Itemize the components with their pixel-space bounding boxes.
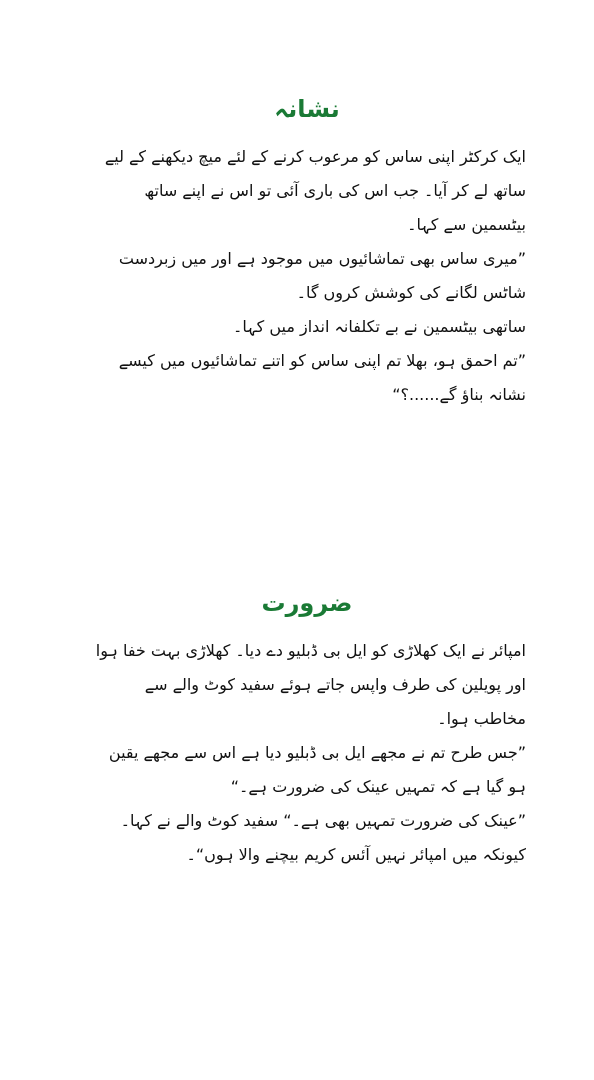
story-nishana [88,92,526,412]
story-title: نشانہ [274,95,340,123]
story-paragraph: ایک کرکٹر اپنی ساس کو مرعوب کرنے کے لئے میچ دیکھنے کے لیے ساتھ لے کر آیا۔ جب اس کی باری آئی تو اس نے اپنے ساتھ بیٹسمین سے کہا۔ [104,147,526,234]
story-title: ضرورت [261,589,353,617]
story-paragraph: ساتھی بیٹسمین نے بے تکلفانہ انداز میں کہا۔ [232,317,526,336]
story-paragraph: امپائر نے ایک کھلاڑی کو ایل بی ڈبلیو دے دیا۔ کھلاڑی بہت خفا ہوا اور پویلین کی طرف واپس جاتے ہوئے سفید کوٹ والے سے مخاطب ہوا۔ [95,641,526,728]
story-paragraph: ”میری ساس بھی تماشائیوں میں موجود ہے اور میں زبردست شاٹس لگانے کی کوشش کروں گا۔ [118,249,526,302]
story-zaroorat [88,586,526,872]
story-paragraph: ”عینک کی ضرورت تمہیں بھی ہے۔“ سفید کوٹ والے نے کہا۔ کیونکہ میں امپائر نہیں آئس کریم بیچنے والا ہوں“۔ [120,811,526,864]
story-paragraph: ”تم احمق ہو، بھلا تم اپنی ساس کو اتنے تماشائیوں میں کیسے نشانہ بناؤ گے......؟“ [118,351,526,404]
story-paragraph: ”جس طرح تم نے مجھے ایل بی ڈبلیو دیا ہے اس سے مجھے یقین ہو گیا ہے کہ تمہیں عینک کی ضرورت ہے۔“ [108,743,526,796]
